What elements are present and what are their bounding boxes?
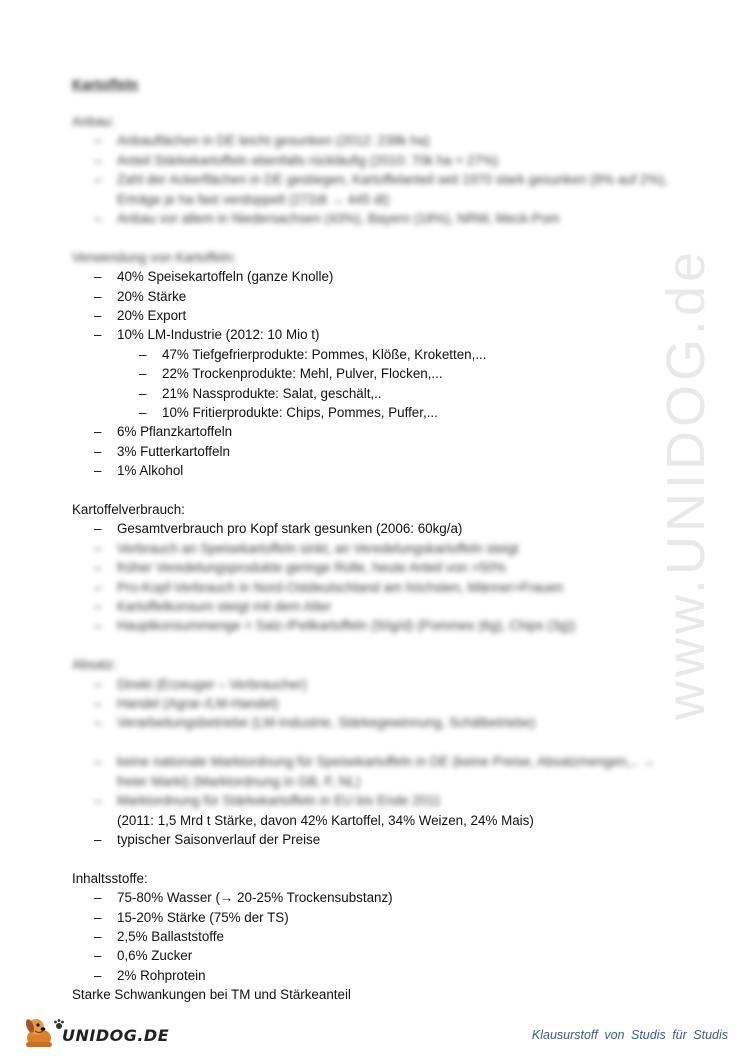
bullet-dash: – xyxy=(139,405,147,421)
document-body xyxy=(72,112,692,1005)
bullet-dash: – xyxy=(94,599,102,615)
list-item-continuation: (2011: 1,5 Mrd t Stärke, davon 42% Kartoffel, 34% Weizen, 24% Mais) xyxy=(117,812,534,828)
list-item: – Anbauflächen in DE leicht gesunken (2012: 238k ha) xyxy=(72,131,692,150)
bullet-dash: – xyxy=(94,715,102,731)
list-item: – Gesamtverbrauch pro Kopf stark gesunken (2006: 60kg/a) xyxy=(72,519,692,538)
list-item: – Verbrauch an Speisekartoffeln sinkt, an Veredelungskartoffeln steigt xyxy=(72,539,692,558)
bullet-dash: – xyxy=(94,327,102,343)
bullet-dash: – xyxy=(94,831,102,847)
list-item: – 10% LM-Industrie (2012: 10 Mio t) xyxy=(72,325,692,344)
list-item: – Pro-Kopf-Verbrauch in Nord-Ostdeutschland am höchsten, Männer>Frauen xyxy=(72,578,692,597)
bullet-dash: – xyxy=(94,308,102,324)
list-item: – 15-20% Stärke (75% der TS) xyxy=(72,908,692,927)
list-item: – 3% Futterkartoffeln xyxy=(72,442,692,461)
bullet-dash: – xyxy=(94,793,102,809)
watermark: www.UNIDOG.de xyxy=(656,247,716,720)
bullet-dash: – xyxy=(94,909,102,925)
list-item-continuation: freier Markt) (Marktordnung in GB, F, NL) xyxy=(117,773,361,789)
list-item: – Anbau vor allem in Niedersachsen (43%), Bayern (18%), NRW, Meck-Pom xyxy=(72,209,692,228)
bullet-dash: – xyxy=(94,676,102,692)
bullet-dash: – xyxy=(94,424,102,440)
list-item: – früher Veredelungsprodukte geringe Rolle, heute Anteil von >50% xyxy=(72,558,692,577)
bullet-dash: – xyxy=(94,521,102,537)
list-item-continuation: Erträge je ha fast verdoppelt (272dt → 445 dt) xyxy=(117,191,390,207)
list-item: – 0,6% Zucker xyxy=(72,946,692,965)
sub-list-item: – 22% Trockenprodukte: Mehl, Pulver, Flocken,... xyxy=(72,364,692,383)
list-item: – 1% Alkohol xyxy=(72,461,692,480)
list-item: – Anteil Stärkekartoffeln ebenfalls rückläufig (2010: 70k ha = 27%) xyxy=(72,151,692,170)
bullet-dash: – xyxy=(94,133,102,149)
document-title: Kartoffeln xyxy=(72,76,139,92)
bullet-dash: – xyxy=(94,948,102,964)
bullet-dash: – xyxy=(94,696,102,712)
bullet-dash: – xyxy=(94,172,102,188)
bullet-dash: – xyxy=(94,269,102,285)
list-item: – Kartoffelkonsum steigt mit dem Alter xyxy=(72,597,692,616)
bullet-dash: – xyxy=(94,754,102,770)
bullet-dash: – xyxy=(94,579,102,595)
list-item: – 2% Rohprotein xyxy=(72,966,692,985)
section-heading-verbrauch: Kartoffelverbrauch: xyxy=(72,502,185,518)
section-heading-anbau: Anbau: xyxy=(72,114,115,129)
bullet-dash: – xyxy=(94,618,102,634)
list-item: – Handel (Agrar-/LM-Handel) xyxy=(72,694,692,713)
unidog-logo xyxy=(22,1012,172,1052)
bullet-dash: – xyxy=(94,540,102,556)
bullet-dash: – xyxy=(94,463,102,479)
bullet-dash: – xyxy=(94,928,102,944)
bullet-dash: – xyxy=(94,152,102,168)
list-item: – Hauptkonsummenge = Salz-/Pellkartoffeln (50g/d) (Pommes (6g), Chips (3g)) xyxy=(72,616,692,635)
list-item: – keine nationale Marktordnung für Speisekartoffeln in DE (keine Preise, Absatzmengen,.. → xyxy=(72,752,692,771)
section-heading-absatz: Absatz: xyxy=(72,657,117,673)
list-item: – 2,5% Ballaststoffe xyxy=(72,927,692,946)
list-item: – Marktordnung für Stärkekartoffeln in EU bis Ende 2011 xyxy=(72,791,692,810)
section-heading-verwendung: Verwendung von Kartoffeln: xyxy=(72,249,237,265)
bullet-dash: – xyxy=(94,443,102,459)
logo-text: UNIDOG.DE xyxy=(62,1026,170,1045)
bullet-dash: – xyxy=(94,890,102,906)
list-item: – 20% Stärke xyxy=(72,287,692,306)
list-item: – Verarbeitungsbetriebe (LM-Industrie, Stärkegewinnung, Schälbetriebe) xyxy=(72,713,692,732)
list-item: – typischer Saisonverlauf der Preise xyxy=(72,830,692,849)
bullet-dash: – xyxy=(94,967,102,983)
list-item: – 20% Export xyxy=(72,306,692,325)
bullet-dash: – xyxy=(139,366,147,382)
footer-tagline: Klausurstoff von Studis für Studis xyxy=(531,1028,728,1042)
list-item: – 40% Speisekartoffeln (ganze Knolle) xyxy=(72,267,692,286)
list-item: – 6% Pflanzkartoffeln xyxy=(72,422,692,441)
bullet-dash: – xyxy=(94,560,102,576)
bullet-dash: – xyxy=(139,346,147,362)
bullet-dash: – xyxy=(94,288,102,304)
section-heading-inhaltsstoffe: Inhaltsstoffe: xyxy=(72,870,148,886)
sub-list-item: – 10% Fritierprodukte: Chips, Pommes, Puffer,... xyxy=(72,403,692,422)
sub-list-item: – 21% Nassprodukte: Salat, geschält,.. xyxy=(72,384,692,403)
list-item: – Zahl der Ackerflächen in DE gestiegen, Kartoffelanteil seit 1970 stark gesunken (8% auf 2%), xyxy=(72,170,692,189)
bullet-dash: – xyxy=(139,385,147,401)
bullet-dash: – xyxy=(94,211,102,227)
sub-list-item: – 47% Tiefgefrierprodukte: Pommes, Klöße, Kroketten,... xyxy=(72,345,692,364)
list-item: – Direkt (Erzeuger – Verbraucher) xyxy=(72,675,692,694)
list-item: – 75-80% Wasser (→ 20-25% Trockensubstanz) xyxy=(72,888,692,907)
closing-note: Starke Schwankungen bei TM und Stärkeanteil xyxy=(72,987,351,1003)
